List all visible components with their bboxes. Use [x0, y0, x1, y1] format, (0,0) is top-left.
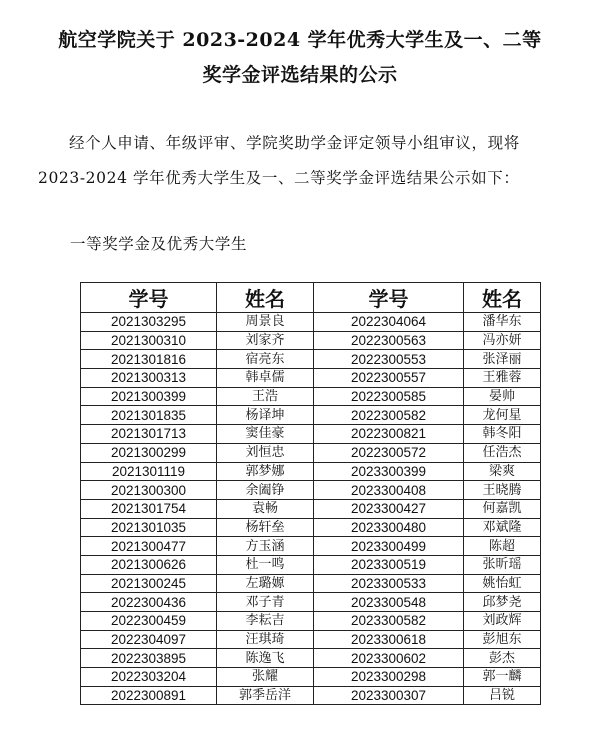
name-cell: 龙何星 [464, 406, 541, 425]
name-cell: 张耀 [217, 668, 314, 687]
student-id-cell: 2023300427 [314, 499, 464, 518]
name-cell: 王浩 [217, 387, 314, 406]
name-cell: 杨译坤 [217, 406, 314, 425]
name-cell: 刘政辉 [464, 612, 541, 631]
name-cell: 方玉涵 [217, 537, 314, 556]
name-cell: 李耘吉 [217, 612, 314, 631]
name-cell: 冯亦妍 [464, 331, 541, 350]
student-id-cell: 2023300548 [314, 593, 464, 612]
document-title-line-1: 航空学院关于 2023-2024 学年优秀大学生及一、二等 [58, 29, 542, 51]
student-id-cell: 2023300618 [314, 630, 464, 649]
student-id-cell: 2022300891 [81, 686, 217, 705]
table-row [81, 443, 541, 462]
name-cell: 余阖铮 [217, 481, 314, 500]
student-id-cell: 2021301035 [81, 518, 217, 537]
name-cell: 吕锐 [464, 686, 541, 705]
table-row [81, 574, 541, 593]
student-id-cell: 2023300519 [314, 555, 464, 574]
student-id-cell: 2023300307 [314, 686, 464, 705]
name-cell: 窦佳豪 [217, 425, 314, 444]
student-id-cell: 2023300298 [314, 668, 464, 687]
student-id-cell: 2022300553 [314, 350, 464, 369]
name-cell: 何嘉凯 [464, 499, 541, 518]
student-id-cell: 2021300299 [81, 443, 217, 462]
document-title-line-2: 奖学金评选结果的公示 [202, 64, 398, 86]
scholarship-table [80, 282, 541, 705]
section-subheading: 一等奖学金及优秀大学生 [70, 235, 248, 253]
table-row [81, 481, 541, 500]
student-id-cell: 2023300480 [314, 518, 464, 537]
name-cell: 郭季岳洋 [217, 686, 314, 705]
student-id-cell: 2023300408 [314, 481, 464, 500]
name-cell: 郭一麟 [464, 668, 541, 687]
name-cell: 任浩杰 [464, 443, 541, 462]
table-body [81, 313, 541, 705]
table-row [81, 406, 541, 425]
student-id-cell: 2021301119 [81, 462, 217, 481]
name-cell: 袁畅 [217, 499, 314, 518]
table-row [81, 518, 541, 537]
student-id-cell: 2021300399 [81, 387, 217, 406]
student-id-cell: 2021300313 [81, 369, 217, 388]
table-row [81, 313, 541, 332]
student-id-cell: 2022304097 [81, 630, 217, 649]
header-student-id-2: 学号 [314, 283, 464, 313]
table-row [81, 369, 541, 388]
student-id-cell: 2022300572 [314, 443, 464, 462]
student-id-cell: 2022300436 [81, 593, 217, 612]
student-id-cell: 2022300582 [314, 406, 464, 425]
name-cell: 韩冬阳 [464, 425, 541, 444]
student-id-cell: 2022300821 [314, 425, 464, 444]
table-row [81, 668, 541, 687]
table-row [81, 387, 541, 406]
student-id-cell: 2023300533 [314, 574, 464, 593]
name-cell: 陈逸飞 [217, 649, 314, 668]
name-cell: 彭旭东 [464, 630, 541, 649]
table-row [81, 462, 541, 481]
table-header-row [81, 283, 541, 313]
table-row [81, 630, 541, 649]
name-cell: 邓子青 [217, 593, 314, 612]
student-id-cell: 2023300399 [314, 462, 464, 481]
table-row [81, 425, 541, 444]
name-cell: 宿亮东 [217, 350, 314, 369]
name-cell: 王雅蓉 [464, 369, 541, 388]
name-cell: 梁爽 [464, 462, 541, 481]
table-row [81, 555, 541, 574]
student-id-cell: 2022303204 [81, 668, 217, 687]
name-cell: 郭梦娜 [217, 462, 314, 481]
student-id-cell: 2021301713 [81, 425, 217, 444]
name-cell: 彭杰 [464, 649, 541, 668]
name-cell: 张昕瑶 [464, 555, 541, 574]
name-cell: 邱梦尧 [464, 593, 541, 612]
name-cell: 潘华东 [464, 313, 541, 332]
name-cell: 张泽丽 [464, 350, 541, 369]
student-id-cell: 2022300585 [314, 387, 464, 406]
name-cell: 周景良 [217, 313, 314, 332]
student-id-cell: 2021301835 [81, 406, 217, 425]
student-id-cell: 2023300602 [314, 649, 464, 668]
student-id-cell: 2021300245 [81, 574, 217, 593]
name-cell: 刘恒忠 [217, 443, 314, 462]
student-id-cell: 2022300563 [314, 331, 464, 350]
table-row [81, 350, 541, 369]
student-id-cell: 2021300626 [81, 555, 217, 574]
name-cell: 晏帅 [464, 387, 541, 406]
name-cell: 姚怡虹 [464, 574, 541, 593]
student-id-cell: 2022300459 [81, 612, 217, 631]
table-row [81, 686, 541, 705]
name-cell: 杜一鸣 [217, 555, 314, 574]
student-id-cell: 2022304064 [314, 313, 464, 332]
name-cell: 刘家齐 [217, 331, 314, 350]
table-row [81, 331, 541, 350]
student-id-cell: 2021303295 [81, 313, 217, 332]
name-cell: 汪琪琦 [217, 630, 314, 649]
header-name-2: 姓名 [464, 283, 541, 313]
student-id-cell: 2021300310 [81, 331, 217, 350]
name-cell: 韩卓儒 [217, 369, 314, 388]
student-id-cell: 2023300582 [314, 612, 464, 631]
student-id-cell: 2021300300 [81, 481, 217, 500]
intro-paragraph: 经个人申请、年级评审、学院奖助学金评定领导小组审议，现将 2023-2024 学年优秀大学生及一、二等奖学金评选结果公示如下： [38, 134, 520, 187]
name-cell: 邓斌隆 [464, 518, 541, 537]
student-id-cell: 2021300477 [81, 537, 217, 556]
header-name: 姓名 [217, 283, 314, 313]
student-id-cell: 2021301816 [81, 350, 217, 369]
table-row [81, 499, 541, 518]
student-id-cell: 2022303895 [81, 649, 217, 668]
student-id-cell: 2021301754 [81, 499, 217, 518]
table-row [81, 649, 541, 668]
name-cell: 左璐嫄 [217, 574, 314, 593]
table-row [81, 537, 541, 556]
name-cell: 陈超 [464, 537, 541, 556]
table-row [81, 612, 541, 631]
table-row [81, 593, 541, 612]
student-id-cell: 2022300557 [314, 369, 464, 388]
name-cell: 杨轩垒 [217, 518, 314, 537]
header-student-id: 学号 [81, 283, 217, 313]
student-id-cell: 2023300499 [314, 537, 464, 556]
name-cell: 王晓腾 [464, 481, 541, 500]
